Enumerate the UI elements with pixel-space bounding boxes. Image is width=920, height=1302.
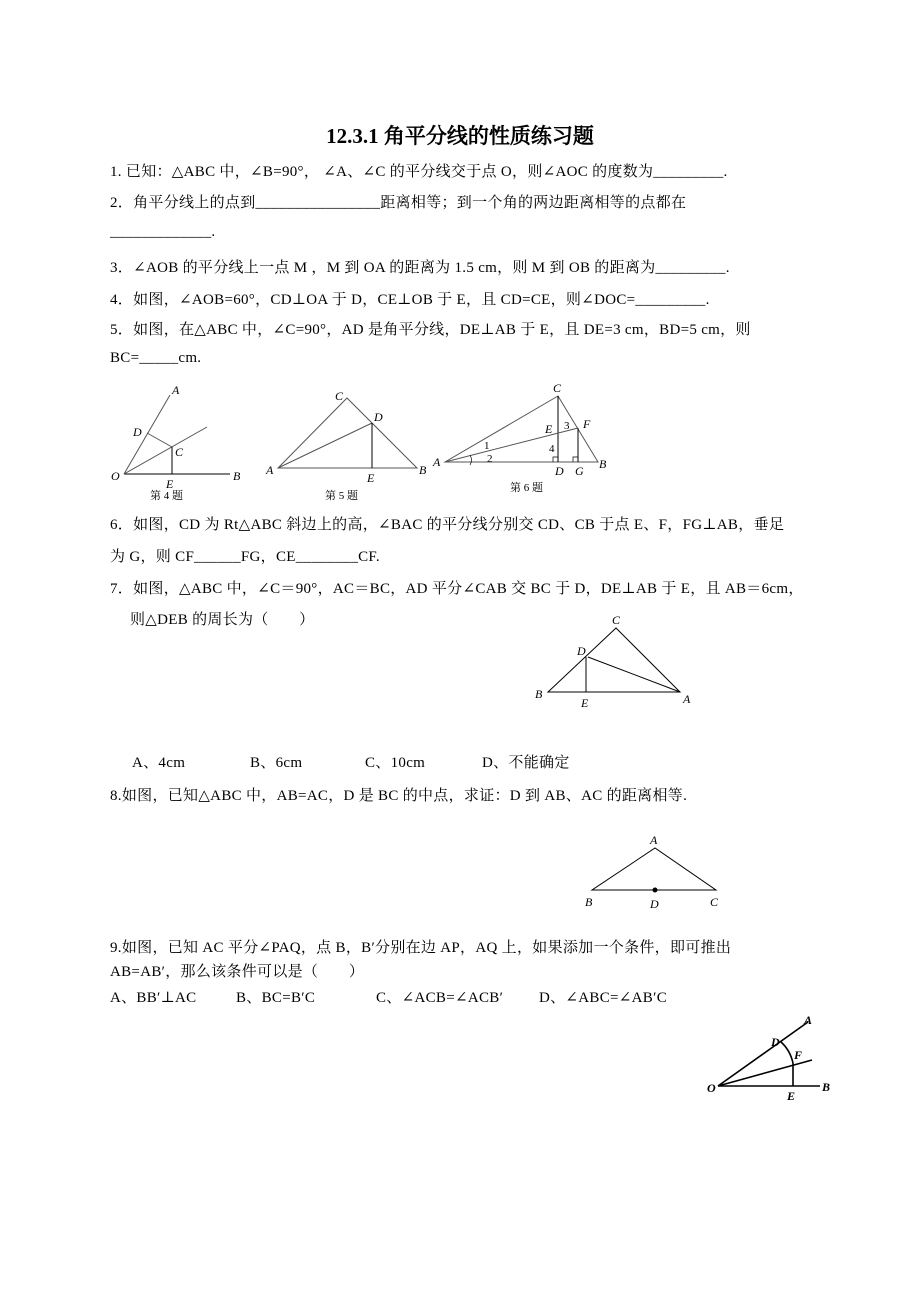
label: A (266, 463, 274, 477)
q7-option-d: D、不能确定 (482, 755, 570, 771)
question-2-cont: _____________. (110, 224, 216, 240)
question-1: 1. 已知：△ABC 中，∠B=90°， ∠A、∠C 的平分线交于点 O，则∠AOC 的度数为_________. (110, 164, 728, 180)
question-3: 3．∠AOB 的平分线上一点 M ，M 到 OA 的距离为 1.5 cm，则 M 到 OB 的距离为_________. (110, 260, 730, 276)
question-6-cont: 为 G，则 CF______FG，CE________CF. (110, 549, 380, 565)
label: O (111, 469, 120, 483)
question-9-cont: AB=AB′，那么该条件可以是（ ） (110, 964, 365, 980)
label: E (367, 471, 375, 485)
label: C (335, 389, 344, 403)
label: C (612, 613, 621, 627)
angle-number: 1 (484, 440, 490, 452)
question-5: 5．如图，在△ABC 中，∠C=90°，AD 是角平分线，DE⊥AB 于 E，且 DE=3 cm，BD=5 cm，则 (110, 322, 751, 338)
question-7-cont: 则△DEB 的周长为（ ） (130, 612, 315, 628)
question-9: 9.如图，已知 AC 平分∠PAQ，点 B，B′分别在边 AP，AQ 上，如果添加一个条件，即可推出 (110, 940, 732, 956)
figure-caption: 第 4 题 (150, 490, 183, 502)
label: B (535, 687, 543, 701)
label: B (822, 1080, 831, 1094)
label: O (707, 1081, 716, 1095)
label: E (787, 1089, 796, 1103)
label: E (166, 477, 174, 491)
question-5-cont: BC=_____cm. (110, 350, 202, 366)
label: B (419, 463, 427, 477)
q7-option-a: A、4cm (132, 755, 186, 771)
label: A (683, 692, 691, 706)
figure-caption: 第 5 题 (325, 490, 358, 502)
q9-option-c: C、∠ACB=∠ACB′ (376, 990, 504, 1006)
figure-caption: 第 6 题 (510, 482, 543, 494)
question-8: 8.如图，已知△ABC 中，AB=AC，D 是 BC 的中点，求证：D 到 AB、AC 的距离相等. (110, 788, 688, 804)
label: E (545, 422, 553, 436)
label: C (710, 895, 719, 909)
label: E (581, 696, 589, 710)
q9-option-a: A、BB′⊥AC (110, 990, 197, 1006)
question-4: 4．如图，∠AOB=60°，CD⊥OA 于 D，CE⊥OB 于 E，且 CD=CE，则∠DOC=_________. (110, 292, 710, 308)
label: A (172, 383, 180, 397)
angle-number: 4 (549, 443, 555, 455)
label: C (553, 381, 562, 395)
figure-5 (265, 389, 427, 502)
label: B (599, 457, 607, 471)
q9-option-b: B、BC=B′C (236, 990, 316, 1006)
label: A (650, 833, 658, 847)
label: A (804, 1013, 813, 1027)
figure-4 (111, 383, 241, 502)
label: G (575, 464, 584, 478)
q7-option-b: B、6cm (250, 755, 303, 771)
label: F (794, 1048, 803, 1062)
figure-7 (535, 613, 691, 710)
label: D (555, 464, 564, 478)
label: D (374, 410, 383, 424)
label: F (583, 417, 591, 431)
label: D (577, 644, 586, 658)
angle-number: 2 (487, 453, 493, 465)
label: D (650, 897, 659, 911)
question-7: 7．如图，△ABC 中，∠C＝90°，AC＝BC，AD 平分∠CAB 交 BC 于 D，DE⊥AB 于 E，且 AB＝6cm， (110, 581, 804, 597)
q9-option-d: D、∠ABC=∠AB′C (539, 990, 667, 1006)
label: B (585, 895, 593, 909)
label: B (233, 469, 241, 483)
label: D (771, 1035, 780, 1049)
label: C (175, 445, 184, 459)
question-2: 2．角平分线上的点到________________距离相等；到一个角的两边距离相等的点都在 (110, 195, 687, 211)
figure-8 (585, 833, 719, 911)
angle-number: 3 (564, 420, 570, 432)
question-6: 6．如图，CD 为 Rt△ABC 斜边上的高，∠BAC 的平分线分别交 CD、CB 于点 E、F，FG⊥AB，垂足 (110, 517, 785, 533)
figure-6 (432, 381, 607, 494)
q7-option-c: C、10cm (365, 755, 426, 771)
figure-9 (707, 1013, 830, 1103)
page-title: 12.3.1 角平分线的性质练习题 (326, 124, 594, 148)
label: D (133, 425, 142, 439)
label: A (433, 455, 441, 469)
